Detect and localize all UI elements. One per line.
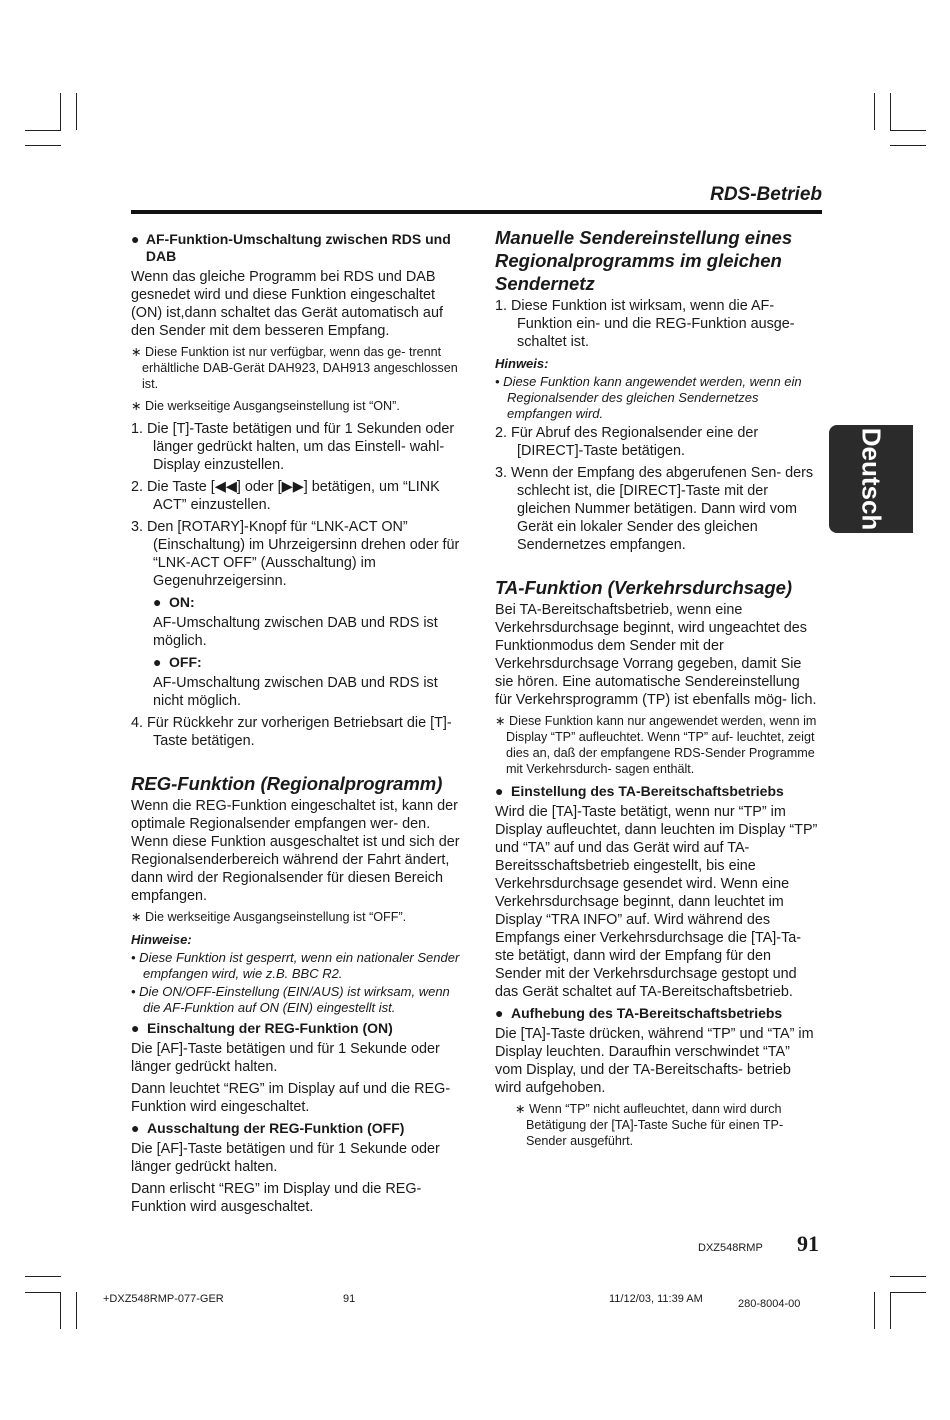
hinweis-item: • Die ON/OFF-Einstellung (EIN/AUS) ist wirksam, wenn die AF-Funktion auf ON (EIN) eingestellt ist.: [131, 984, 450, 1015]
reg-title: REG-Funktion (Regionalprogramm): [131, 773, 443, 794]
crop-mark: [60, 93, 61, 130]
page-number: 91: [797, 1231, 819, 1256]
left-column: [131, 227, 461, 1220]
ta-note: ∗ Diese Funktion kann nur angewendet werden, wenn im Display “TP” aufleuchtet. Wenn “TP” auf- leuchtet, zeigt dies an, daß der empfangene RDS-Sender Programme mit Verkehrsdurch- sagen enthält.: [495, 714, 817, 776]
part-number: 280-8004-00: [738, 1298, 801, 1310]
ta-text: Bei TA-Bereitschaftsbetrieb, wenn eine Verkehrsdurchsage beginnt, wird ungeachtet des Funktionmodus dem Sender mit der Verkehrsdurchsage Vorrang gegeben, damit Sie sie hören. Eine automatische Sendereinstellung für Verkehrsprogramm (TP) ist ebenfalls mög- lich.: [495, 602, 817, 708]
reg-on-text-2: Dann leuchtet “REG” im Display auf und die REG-Funktion wird eingeschaltet.: [131, 1081, 451, 1115]
af-heading: ● AF-Funktion-Umschaltung zwischen RDS und DAB: [131, 231, 451, 264]
manual-title: Manuelle Sendereinstellung eines Regionalprogramms im gleichen Sendernetz: [495, 227, 793, 294]
crop-mark: [890, 93, 891, 130]
crop-mark: [874, 93, 875, 130]
step-2: 2. Die Taste [◀◀] oder [▶▶] betätigen, um “LINK ACT” einzustellen.: [131, 479, 440, 513]
ta-cancel-heading: ● Aufhebung des TA-Bereitschaftsbetriebs: [495, 1005, 783, 1021]
step-4: 4. Für Rückkehr zur vorherigen Betriebsart die [T]-Taste betätigen.: [131, 715, 452, 749]
crop-mark: [25, 130, 61, 131]
crop-mark: [25, 1276, 61, 1277]
print-file-name: +DXZ548RMP-077-GER: [103, 1293, 224, 1305]
step-3: 3. Den [ROTARY]-Knopf für “LNK-ACT ON” (Einschaltung) im Uhrzeigersinn drehen oder für “LNK-ACT OFF” (Ausschaltung) im Gegenuhrzeigersinn.: [131, 519, 460, 589]
ta-title: TA-Funktion (Verkehrsdurchsage): [495, 577, 793, 598]
reg-on-heading: ● Einschaltung der REG-Funktion (ON): [131, 1020, 393, 1036]
ta-set-heading: ● Einstellung des TA-Bereitschaftsbetriebs: [495, 783, 784, 799]
manual-step-1: 1. Diese Funktion ist wirksam, wenn die AF- Funktion ein- und die REG-Funktion ausge- schaltet ist.: [495, 298, 795, 350]
print-page-number: 91: [343, 1293, 356, 1305]
reg-text: Wenn die REG-Funktion eingeschaltet ist, kann der optimale Regionalsender empfangen wer- den. Wenn diese Funktion ausgeschaltet ist und sich der Regionalsenderbereich während der Fahrt ändert, dann wird der Regionalsender für diesen Bereich empfangen.: [131, 798, 460, 904]
bullet-icon: ●: [131, 1020, 140, 1036]
crop-mark: [890, 1292, 926, 1293]
manual-step-2: 2. Für Abruf des Regionalsender eine der [DIRECT]-Taste betätigen.: [495, 425, 759, 459]
crop-mark: [60, 1292, 61, 1329]
reg-off-heading: ● Ausschaltung der REG-Funktion (OFF): [131, 1120, 405, 1136]
hinweis-item: • Diese Funktion kann angewendet werden, wenn ein Regionalsender des gleichen Sendernetzes empfangen wird.: [495, 374, 802, 421]
off-text: AF-Umschaltung zwischen DAB und RDS ist nicht möglich.: [153, 675, 438, 709]
on-heading: ● ON:: [153, 594, 195, 610]
off-heading: ● OFF:: [153, 654, 202, 670]
bullet-icon: ●: [495, 783, 504, 799]
bullet-icon: ●: [153, 654, 162, 670]
language-tab-label: Deutsch: [856, 427, 887, 531]
manual-step-3: 3. Wenn der Empfang des abgerufenen Sen- ders schlecht ist, die [DIRECT]-Taste mit der gleichen Nummer betätigen. Dann wird vom Gerät ein lokaler Sender des gleichen Sendernetzes empfangen.: [495, 465, 814, 553]
af-note-2: ∗ Die werkseitige Ausgangseinstellung ist “ON”.: [131, 399, 400, 413]
crop-mark: [890, 130, 926, 131]
bullet-icon: ●: [495, 1005, 504, 1021]
af-note-1: ∗ Diese Funktion ist nur verfügbar, wenn das ge- trennt erhältliche DAB-Gerät DAH923, DAH913 angeschlossen ist.: [131, 345, 458, 391]
bullet-icon: ●: [131, 1120, 140, 1136]
bullet-icon: ●: [153, 594, 162, 610]
right-column: [495, 226, 820, 1155]
crop-mark: [25, 1292, 61, 1293]
hinweis-label: Hinweis:: [495, 356, 549, 371]
crop-mark: [76, 93, 77, 130]
af-text: Wenn das gleiche Programm bei RDS und DAB gesnedet wird und diese Funktion eingeschaltet (ON) ist,dann schaltet das Gerät automatisch auf den Sender mit dem besseren Empfang.: [131, 269, 443, 339]
print-date: 11/12/03, 11:39 AM: [609, 1293, 703, 1305]
crop-mark: [890, 145, 926, 146]
language-tab: [829, 425, 913, 533]
ta-set-text: Wird die [TA]-Taste betätigt, wenn nur “TP” im Display aufleuchtet, dann leuchten im Display “TP” und “TA” auf und das Gerät wird auf TA- Bereitsschaftsbetrieb eingestellt, bis eine Verkehrsdurchsage gesendet wird. Wenn eine Verkehrsdurchsage beginnt, dann leuchtet im Display “TRA INFO” auf. Wird während des Empfangs einer Verkehrsdurchsage die [TA]-Ta- ste betätigt, dann wird der Empfang für den Sender mit der Verkehrsdurchsage gestopt und das Gerät schaltet auf TA-Bereitschaftsbetrieb.: [495, 804, 818, 1000]
reg-note: ∗ Die werkseitige Ausgangseinstellung ist “OFF”.: [131, 910, 407, 924]
crop-mark: [874, 1292, 875, 1329]
step-1: 1. Die [T]-Taste betätigen und für 1 Sekunden oder länger gedrückt halten, um das Einstell- wahl-Display einzustellen.: [131, 421, 455, 473]
crop-mark: [890, 1292, 891, 1329]
header-rule: [131, 210, 822, 214]
reg-off-text-2: Dann erlischt “REG” im Display und die REG- Funktion wird ausgeschaltet.: [131, 1181, 422, 1215]
on-text: AF-Umschaltung zwischen DAB und RDS ist möglich.: [153, 615, 438, 649]
crop-mark: [25, 145, 61, 146]
hinweise-label: Hinweise:: [131, 932, 192, 947]
crop-mark: [76, 1292, 77, 1329]
model-label: DXZ548RMP: [698, 1242, 763, 1254]
crop-mark: [890, 1276, 926, 1277]
ta-cancel-note: ∗ Wenn “TP” nicht aufleuchtet, dann wird durch Betätigung der [TA]-Taste Suche für einen TP- Sender ausgeführt.: [515, 1102, 784, 1148]
section-title: RDS-Betrieb: [710, 184, 822, 205]
bullet-icon: ●: [131, 231, 140, 247]
ta-cancel-text: Die [TA]-Taste drücken, während “TP” und “TA” im Display leuchten. Daraufhin verschwindet “TA” vom Display, und der TA-Bereitschafts- betrieb wird aufgehoben.: [495, 1026, 814, 1096]
hinweis-item: • Diese Funktion ist gesperrt, wenn ein nationaler Sender empfangen wird, wie z.B. BBC R2.: [131, 950, 460, 981]
reg-off-text-1: Die [AF]-Taste betätigen und für 1 Sekunde oder länger gedrückt halten.: [131, 1141, 440, 1175]
reg-on-text-1: Die [AF]-Taste betätigen und für 1 Sekunde oder länger gedrückt halten.: [131, 1041, 440, 1075]
